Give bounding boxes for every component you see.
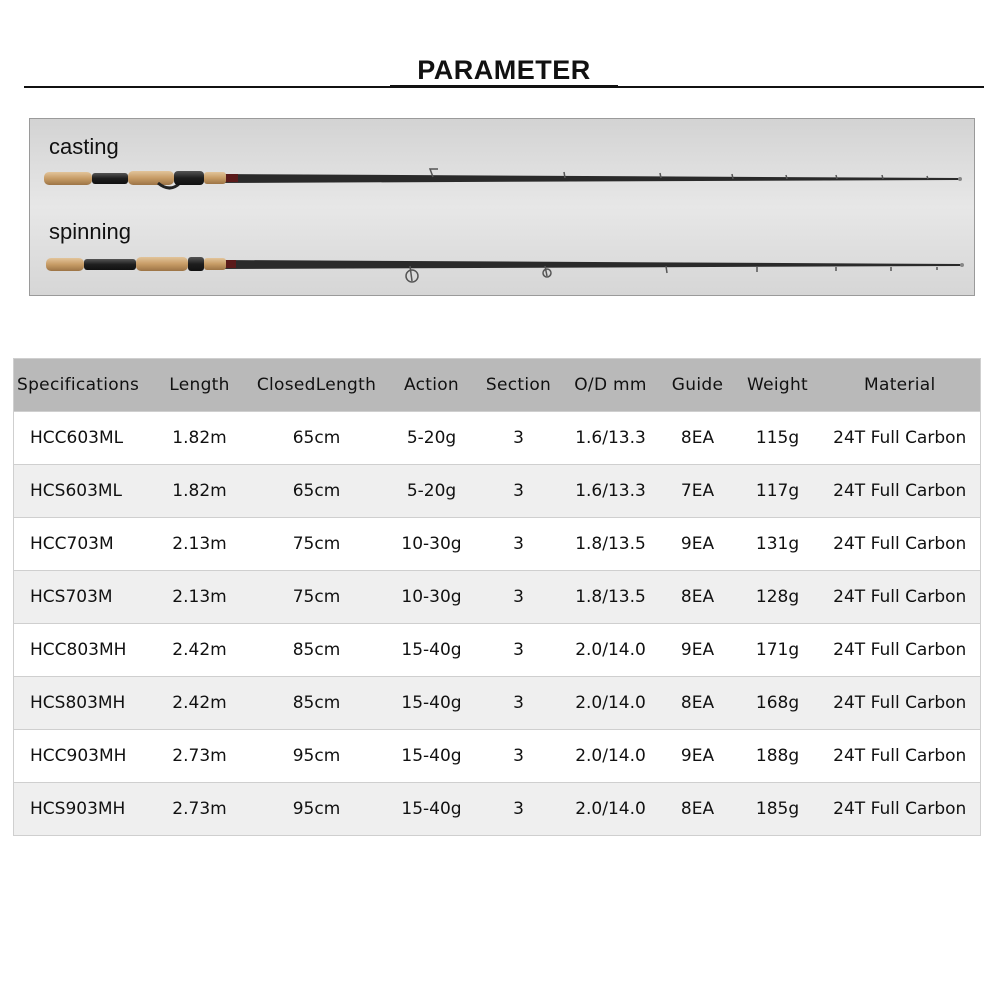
spinning-label: spinning [49,219,131,244]
table-cell: 188g [736,730,820,783]
table-cell: 1.82m [154,465,246,518]
table-cell: HCC603ML [14,412,154,465]
table-cell: 3 [476,571,562,624]
table-cell: 2.0/14.0 [562,677,660,730]
table-cell: 1.8/13.5 [562,571,660,624]
rod-photo-panel [29,118,975,296]
table-cell: 2.42m [154,624,246,677]
table-cell: HCS803MH [14,677,154,730]
rods-illustration [30,119,976,297]
spinning-rod [46,257,964,282]
table-cell: 95cm [246,783,388,836]
table-row [14,624,981,677]
column-header: Material [820,359,981,412]
table-cell: 3 [476,677,562,730]
column-header: O/D mm [562,359,660,412]
header-rule-left [24,86,390,88]
table-cell: 128g [736,571,820,624]
table-cell: 65cm [246,465,388,518]
table-cell: 85cm [246,624,388,677]
table-cell: 2.0/14.0 [562,730,660,783]
column-header: Length [154,359,246,412]
table-cell: 10-30g [388,571,476,624]
table-cell: 2.13m [154,571,246,624]
table-row [14,571,981,624]
table-cell: 8EA [660,571,736,624]
table-cell: 1.8/13.5 [562,518,660,571]
table-cell: 8EA [660,677,736,730]
table-cell: 15-40g [388,624,476,677]
table-cell: 2.0/14.0 [562,783,660,836]
table-cell: 2.42m [154,677,246,730]
casting-label: casting [49,134,119,159]
table-cell: 24T Full Carbon [820,624,981,677]
table-row [14,412,981,465]
table-cell: 24T Full Carbon [820,465,981,518]
table-cell: 9EA [660,730,736,783]
table-header-row [14,359,981,412]
table-row [14,730,981,783]
table-cell: HCC903MH [14,730,154,783]
table-cell: 131g [736,518,820,571]
casting-rod [44,169,962,188]
table-cell: 3 [476,412,562,465]
table-cell: 2.73m [154,730,246,783]
table-cell: 24T Full Carbon [820,412,981,465]
table-cell: 2.13m [154,518,246,571]
specifications-table [13,358,981,836]
table-cell: HCC803MH [14,624,154,677]
table-cell: 9EA [660,518,736,571]
table-cell: 85cm [246,677,388,730]
header-rule-right [618,86,984,88]
table-row [14,518,981,571]
table-cell: 5-20g [388,412,476,465]
table-cell: 2.0/14.0 [562,624,660,677]
table-cell: 24T Full Carbon [820,518,981,571]
table-cell: 171g [736,624,820,677]
table-cell: 9EA [660,624,736,677]
page-title: PARAMETER [390,52,618,88]
table-cell: 168g [736,677,820,730]
table-cell: 3 [476,730,562,783]
table-cell: 1.82m [154,412,246,465]
table-cell: HCS603ML [14,465,154,518]
table-cell: 8EA [660,412,736,465]
table-cell: 7EA [660,465,736,518]
table-cell: 15-40g [388,677,476,730]
table-cell: 5-20g [388,465,476,518]
table-cell: 75cm [246,571,388,624]
table-cell: HCC703M [14,518,154,571]
column-header: Weight [736,359,820,412]
table-cell: 117g [736,465,820,518]
table-cell: 24T Full Carbon [820,571,981,624]
table-cell: 3 [476,624,562,677]
column-header: ClosedLength [246,359,388,412]
table-cell: 95cm [246,730,388,783]
table-cell: 75cm [246,518,388,571]
column-header: Action [388,359,476,412]
table-cell: 3 [476,783,562,836]
table-cell: HCS903MH [14,783,154,836]
table-cell: 1.6/13.3 [562,465,660,518]
table-cell: 3 [476,518,562,571]
table-cell: 8EA [660,783,736,836]
table-cell: 24T Full Carbon [820,783,981,836]
table-row [14,783,981,836]
table-row [14,677,981,730]
column-header: Section [476,359,562,412]
table-cell: 185g [736,783,820,836]
table-cell: 24T Full Carbon [820,677,981,730]
column-header: Guide [660,359,736,412]
table-cell: 15-40g [388,730,476,783]
column-header: Specifications [14,359,154,412]
table-cell: 15-40g [388,783,476,836]
table-cell: 115g [736,412,820,465]
table-cell: 1.6/13.3 [562,412,660,465]
table-cell: 65cm [246,412,388,465]
table-cell: HCS703M [14,571,154,624]
table-cell: 10-30g [388,518,476,571]
table-row [14,465,981,518]
table-cell: 24T Full Carbon [820,730,981,783]
table-cell: 2.73m [154,783,246,836]
table-cell: 3 [476,465,562,518]
